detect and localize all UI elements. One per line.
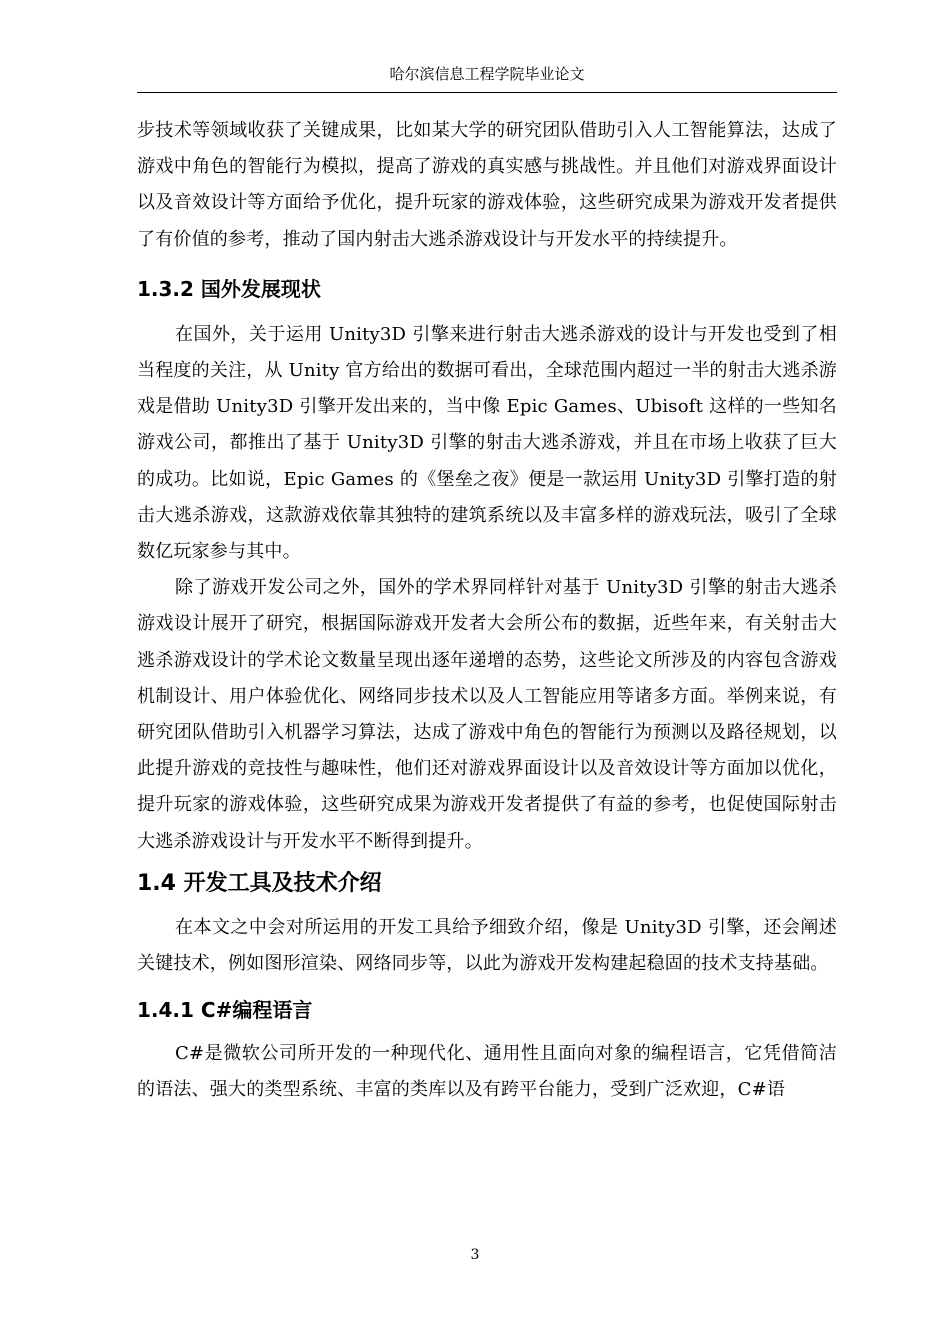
page-number: 3 — [470, 1247, 480, 1263]
paragraph-dev-tools: 在本文之中会对所运用的开发工具给予细致介绍，像是 Unity3D 引擎，还会阐述关键技术，例如图形渲染、网络同步等，以此为游戏开发构建起稳固的技术支持基础。 — [137, 916, 837, 975]
running-header: 哈尔滨信息工程学院毕业论文 — [389, 65, 585, 83]
document-body — [137, 113, 837, 1109]
paragraph-foreign-status-2: 除了游戏开发公司之外，国外的学术界同样针对基于 Unity3D 引擎的射击大逃杀游戏设计展开了研究，根据国际游戏开发者大会所公布的数据，近些年来，有关射击大逃杀游戏设计的学术论文数量呈现出逐年递增的态势，这些论文所涉及的内容包含游戏机制设计、用户体验优化、网络同步技术以及人工智能应用等诸多方面。举例来说，有研究团队借助引入机器学习算法，达成了游戏中角色的智能行为预测以及路径规划，以此提升游戏的竞技性与趣味性，他们还对游戏界面设计以及音效设计等方面加以优化，提升玩家的游戏体验，这些研究成果为游戏开发者提供了有益的参考，也促使国际射击大逃杀游戏设计与开发水平不断得到提升。 — [137, 577, 837, 852]
section-heading-1-3-2: 1.3.2 国外发展现状 — [137, 276, 321, 301]
section-heading-1-4: 1.4 开发工具及技术介绍 — [137, 870, 382, 896]
paragraph-continued: 步技术等领域收获了关键成果，比如某大学的研究团队借助引入人工智能算法，达成了游戏中角色的智能行为模拟，提高了游戏的真实感与挑战性。并且他们对游戏界面设计以及音效设计等方面给予优化，提升玩家的游戏体验，这些研究成果为游戏开发者提供了有价值的参考，推动了国内射击大逃杀游戏设计与开发水平的持续提升。 — [137, 120, 837, 250]
paragraph-foreign-status-1: 在国外，关于运用 Unity3D 引擎来进行射击大逃杀游戏的设计与开发也受到了相当程度的关注，从 Unity 官方给出的数据可看出，全球范围内超过一半的射击大逃杀游戏是借助 Unity3D 引擎开发出来的，当中像 Epic Games、Ubisoft 这样的一些知名游戏公司，都推出了基于 Unity3D 引擎的射击大逃杀游戏，并且在市场上收获了巨大的成功。比如说，Epic Games 的《堡垒之夜》便是一款运用 Unity3D 引擎打造的射击大逃杀游戏，这款游戏依靠其独特的建筑系统以及丰富多样的游戏玩法，吸引了全球数亿玩家参与其中。 — [137, 323, 837, 563]
section-heading-1-4-1: 1.4.1 C#编程语言 — [137, 998, 313, 1023]
header-divider — [137, 92, 837, 93]
paragraph-csharp: C#是微软公司所开发的一种现代化、通用性且面向对象的编程语言，它凭借简洁的语法、强大的类型系统、丰富的类库以及有跨平台能力，受到广泛欢迎，C#语 — [137, 1043, 837, 1101]
